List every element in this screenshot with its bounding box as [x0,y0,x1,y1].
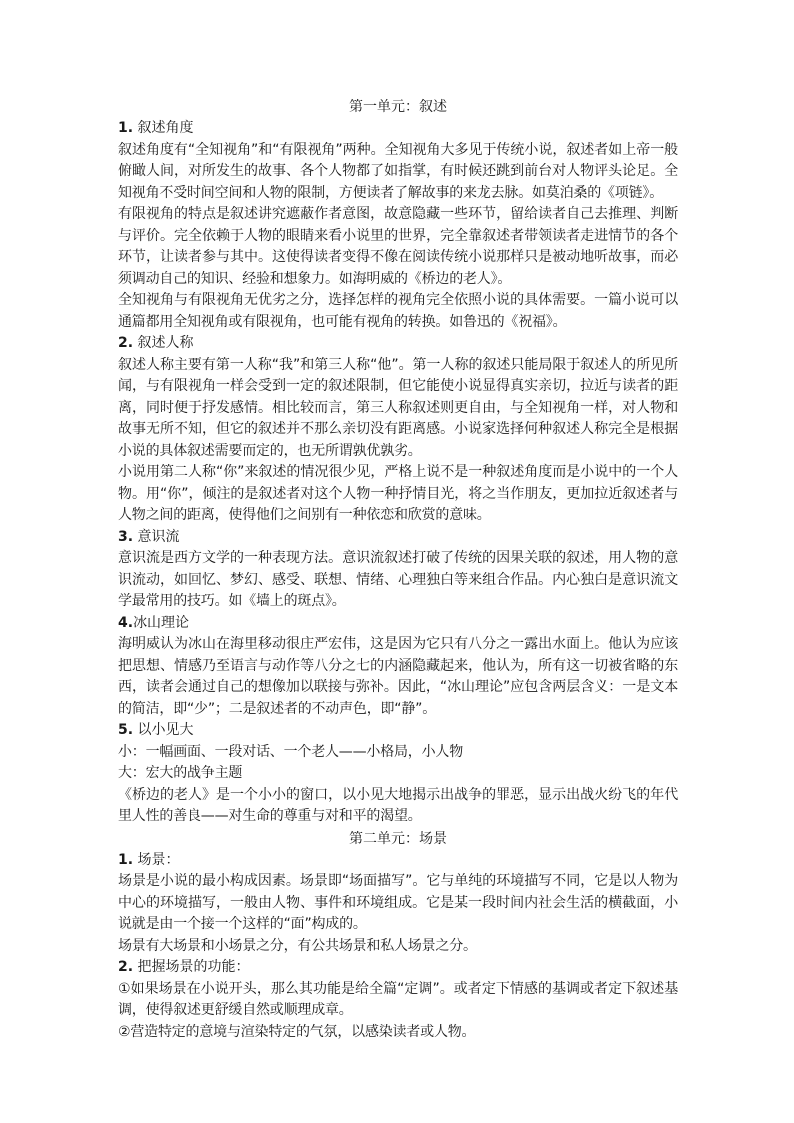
paragraph: 意识流是西方文学的一种表现方法。意识流叙述打破了传统的因果关联的叙述，用人物的意识流动，如回忆、梦幻、感受、联想、情绪、心理独白等来组合作品。内心独白是意识流文学最常用的技巧。如《墙上的斑点》。 [118,550,678,609]
paragraph: 叙述人称主要有第一人称“我”和第三人称“他”。第一人称的叙述只能局限于叙述人的所见所闻，与有限视角一样会受到一定的叙述限制，但它能使小说显得真实亲切，拉近与读者的距离，同时便于抒发感情。相比较而言，第三人称叙述则更自由，与全知视角一样，对人物和故事无所不知，但它的叙述并不那么亲切没有距离感。小说家选择何种叙述人称完全是根据小说的具体叙述需要而定的，也无所谓孰优孰劣。 [118,356,678,459]
paragraph: 大：宏大的战争主题 [118,765,243,781]
paragraph: ①如果场景在小说开头，那么其功能是给全篇“定调”。或者定下情感的基调或者定下叙述基调，使得叙述更舒缓自然或顺理成章。 [118,980,678,1018]
section-heading [118,118,678,140]
section-number: 2. [118,959,134,975]
section-number: 5. [118,722,134,738]
paragraph: 小：一幅画面、一段对话、一个老人——小格局，小人物 [118,743,463,760]
section-title: 把握场景的功能： [137,959,250,975]
paragraph: 场景是小说的最小构成因素。场景即“场面描写”。它与单纯的环境描写不同，它是以人物为中心的环境描写，一般由人物、事件和环境组成。它是某一段时间内社会生活的横截面，小说就是由一个接一个这样的“面”构成的。 [118,873,678,932]
section-number: 1. [118,851,134,868]
unit1-section-1 [118,118,678,333]
unit2-section-1 [118,850,678,958]
paragraph: 海明威认为冰山在海里移动很庄严宏伟，这是因为它只有八分之一露出水面上。他认为应该把思想、情感乃至语言与动作等八分之七的内涵隐藏起来，他认为，所有这一切被省略的东西，读者会通过自己的想像加以联接与弥补。因此，“冰山理论”应包含两层含义：一是文本的简洁，即“少”；二是叙述者的不动声色，即“静”。 [118,636,678,717]
section-heading [118,333,678,355]
document-page [118,96,678,1043]
section-number: 4. [118,614,134,631]
section-title: 以小见大 [137,722,194,738]
unit1-section-3 [118,527,678,613]
paragraph: 小说用第二人称“你”来叙述的情况很少见，严格上说不是一种叙述角度而是小说中的一个人物。用“你”，倾注的是叙述者对这个人物一种抒情目光，将之当作朋友，更加拉近叙述者与人物之间的距离，使得他们之间别有一种依恋和欣赏的意味。 [118,464,678,523]
section-heading [118,613,678,635]
section-title: 叙述人称 [137,335,194,351]
paragraph: 全知视角与有限视角无优劣之分，选择怎样的视角完全依照小说的具体需要。一篇小说可以通篇都用全知视角或有限视角，也可能有视角的转换。如鲁迅的《祝福》。 [118,292,678,330]
section-heading [118,957,678,979]
unit2-section-2 [118,957,678,1043]
paragraph: 有限视角的特点是叙述讲究遮蔽作者意图，故意隐藏一些环节，留给读者自己去推理、判断与评价。完全依赖于人物的眼睛来看小说里的世界，完全靠叙述者带领读者走进情节的各个环节，让读者参与其中。这使得读者变得不像在阅读传统小说那样只是被动地听故事，而必须调动自己的知识、经验和想象力。如海明威的《桥边的老人》。 [118,206,678,287]
section-title: 冰山理论 [133,614,190,631]
section-title: 场景： [137,851,180,868]
unit1-section-2 [118,333,678,527]
unit1-section-4 [118,613,678,721]
section-number: 1. [118,120,134,136]
unit2-title: 第二单元：场景 [349,830,447,847]
section-title: 意识流 [137,528,180,545]
paragraph: 《桥边的老人》是一个小小的窗口，以小见大地揭示出战争的罪恶，显示出战火纷飞的年代里人性的善良——对生命的尊重与对和平的渴望。 [118,786,678,824]
unit1-section-5 [118,720,678,828]
section-heading [118,527,678,549]
section-number: 2. [118,335,134,351]
section-heading [118,850,678,872]
section-heading [118,720,678,742]
section-number: 3. [118,528,134,545]
paragraph: ②营造特定的意境与渲染特定的气氛，以感染读者或人物。 [118,1023,476,1040]
paragraph: 场景有大场景和小场景之分，有公共场景和私人场景之分。 [118,937,477,954]
section-title: 叙述角度 [137,120,194,136]
paragraph: 叙述角度有“全知视角”和“有限视角”两种。全知视角大多见于传统小说，叙述者如上帝一般俯瞰人间，对所发生的故事、各个人物都了如指掌，有时候还跳到前台对人物评头论足。全知视角不受时间空间和人物的限制，方便读者了解故事的来龙去脉。如莫泊桑的《项链》。 [118,141,678,201]
unit1-title: 第一单元：叙述 [349,99,447,115]
